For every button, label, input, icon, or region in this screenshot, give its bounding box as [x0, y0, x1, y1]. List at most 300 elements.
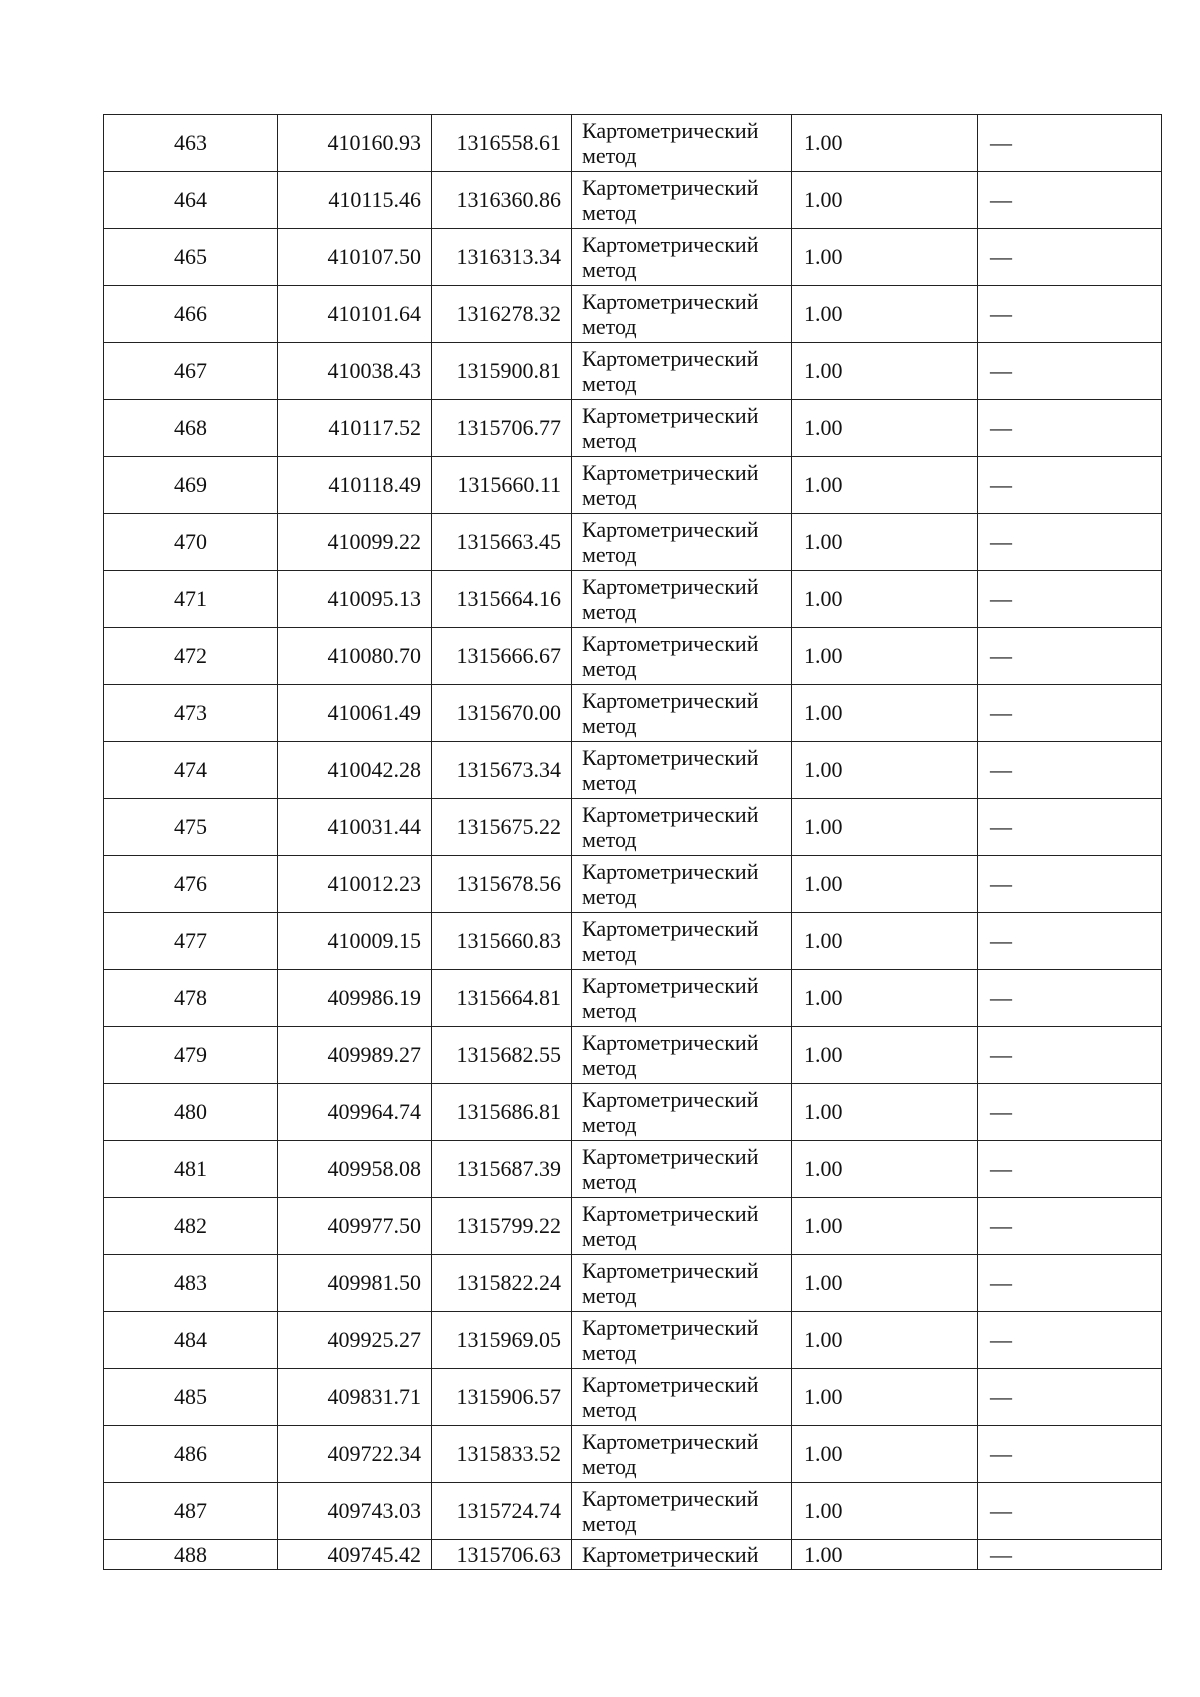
method-text-line2: метод — [582, 713, 637, 738]
method-cell — [572, 1141, 792, 1198]
method-text-line1: Картометрический — [582, 1485, 759, 1511]
point-number-cell — [104, 1312, 278, 1369]
y-coordinate: 1316558.61 — [456, 130, 561, 156]
method-cell — [572, 970, 792, 1027]
method-text-line2: метод — [582, 428, 637, 453]
method-text-line1: Картометрический — [582, 174, 759, 200]
x-coordinate-cell — [278, 286, 432, 343]
method-text-line2: метод — [582, 1226, 637, 1251]
point-number: 487 — [174, 1498, 207, 1524]
point-number: 472 — [174, 643, 207, 669]
accuracy-value: 1.00 — [804, 1156, 843, 1182]
accuracy-value: 1.00 — [804, 1099, 843, 1125]
method-cell — [572, 1483, 792, 1540]
x-coordinate: 409986.19 — [327, 985, 421, 1011]
method-text-line2: метод — [582, 371, 637, 396]
accuracy-cell — [792, 286, 978, 343]
description-cell — [978, 1369, 1162, 1426]
accuracy-cell — [792, 115, 978, 172]
accuracy-cell — [792, 1483, 978, 1540]
description-cell — [978, 1483, 1162, 1540]
x-coordinate-cell — [278, 685, 432, 742]
method-text-line1: Картометрический — [582, 402, 759, 428]
method-cell — [572, 1426, 792, 1483]
description-cell — [978, 799, 1162, 856]
point-number: 471 — [174, 586, 207, 612]
point-number: 484 — [174, 1327, 207, 1353]
x-coordinate-cell — [278, 1084, 432, 1141]
point-number: 465 — [174, 244, 207, 270]
table-row — [104, 1483, 1162, 1540]
table-row — [104, 115, 1162, 172]
point-number-cell — [104, 1369, 278, 1426]
accuracy-value: 1.00 — [804, 586, 843, 612]
point-number-cell — [104, 685, 278, 742]
point-number-cell — [104, 1483, 278, 1540]
method-text-line2: метод — [582, 314, 637, 339]
description-cell — [978, 1198, 1162, 1255]
accuracy-value: 1.00 — [804, 1441, 843, 1467]
y-coordinate: 1315687.39 — [456, 1156, 561, 1182]
x-coordinate-cell — [278, 1483, 432, 1540]
y-coordinate: 1315675.22 — [456, 814, 561, 840]
x-coordinate: 410061.49 — [327, 700, 421, 726]
method-text-line1: Картометрический — [582, 801, 759, 827]
description-value: — — [990, 472, 1012, 498]
x-coordinate-cell — [278, 1540, 432, 1570]
x-coordinate-cell — [278, 115, 432, 172]
point-number: 476 — [174, 871, 207, 897]
x-coordinate-cell — [278, 1141, 432, 1198]
table-row — [104, 1084, 1162, 1141]
accuracy-cell — [792, 1027, 978, 1084]
method-cell — [572, 115, 792, 172]
method-text-line1: Картометрический — [582, 1371, 759, 1397]
x-coordinate-cell — [278, 514, 432, 571]
y-coordinate: 1315678.56 — [456, 871, 561, 897]
method-text-line1: Картометрический — [582, 573, 759, 599]
method-text-line1: Картометрический — [582, 1143, 759, 1169]
point-number: 463 — [174, 130, 207, 156]
point-number-cell — [104, 628, 278, 685]
table-row — [104, 970, 1162, 1027]
description-value: — — [990, 643, 1012, 669]
method-text-line2: метод — [582, 257, 637, 282]
accuracy-value: 1.00 — [804, 244, 843, 270]
method-text-line1: Картометрический — [582, 1428, 759, 1454]
point-number-cell — [104, 970, 278, 1027]
method-text-line2: метод — [582, 827, 637, 852]
x-coordinate: 410101.64 — [327, 301, 421, 327]
y-coordinate-cell — [432, 400, 572, 457]
y-coordinate-cell — [432, 115, 572, 172]
description-value: — — [990, 187, 1012, 213]
description-cell — [978, 514, 1162, 571]
table-row — [104, 1255, 1162, 1312]
accuracy-value: 1.00 — [804, 871, 843, 897]
method-text-line1: Картометрический — [582, 915, 759, 941]
description-value: — — [990, 985, 1012, 1011]
y-coordinate-cell — [432, 1426, 572, 1483]
point-number: 467 — [174, 358, 207, 384]
method-cell — [572, 1540, 792, 1570]
y-coordinate-cell — [432, 742, 572, 799]
y-coordinate-cell — [432, 1369, 572, 1426]
x-coordinate: 409743.03 — [327, 1498, 421, 1524]
y-coordinate: 1315833.52 — [456, 1441, 561, 1467]
x-coordinate: 410012.23 — [327, 871, 421, 897]
method-text-line2: метод — [582, 1511, 637, 1536]
x-coordinate-cell — [278, 172, 432, 229]
y-coordinate: 1315724.74 — [456, 1498, 561, 1524]
y-coordinate-cell — [432, 343, 572, 400]
y-coordinate: 1315799.22 — [456, 1213, 561, 1239]
description-cell — [978, 1426, 1162, 1483]
accuracy-cell — [792, 514, 978, 571]
point-number-cell — [104, 1141, 278, 1198]
description-cell — [978, 571, 1162, 628]
accuracy-value: 1.00 — [804, 1270, 843, 1296]
description-value: — — [990, 1327, 1012, 1353]
accuracy-cell — [792, 1084, 978, 1141]
description-cell — [978, 1084, 1162, 1141]
table-row — [104, 571, 1162, 628]
point-number: 485 — [174, 1384, 207, 1410]
method-text-line1: Картометрический — [582, 972, 759, 998]
point-number-cell — [104, 1426, 278, 1483]
table-row — [104, 172, 1162, 229]
accuracy-cell — [792, 628, 978, 685]
accuracy-value: 1.00 — [804, 130, 843, 156]
description-cell — [978, 1027, 1162, 1084]
accuracy-cell — [792, 685, 978, 742]
y-coordinate: 1316360.86 — [456, 187, 561, 213]
method-text-line1: Картометрический — [582, 516, 759, 542]
point-number: 468 — [174, 415, 207, 441]
point-number: 469 — [174, 472, 207, 498]
method-text-line1: Картометрический — [582, 459, 759, 485]
x-coordinate: 409958.08 — [327, 1156, 421, 1182]
accuracy-value: 1.00 — [804, 358, 843, 384]
x-coordinate: 410099.22 — [327, 529, 421, 555]
description-cell — [978, 115, 1162, 172]
x-coordinate: 410009.15 — [327, 928, 421, 954]
point-number-cell — [104, 1027, 278, 1084]
y-coordinate-cell — [432, 799, 572, 856]
method-cell — [572, 742, 792, 799]
method-cell — [572, 1312, 792, 1369]
x-coordinate-cell — [278, 343, 432, 400]
table-row — [104, 1540, 1162, 1570]
y-coordinate-cell — [432, 1540, 572, 1570]
method-cell — [572, 1084, 792, 1141]
method-text-line1: Картометрический — [582, 630, 759, 656]
point-number-cell — [104, 1540, 278, 1570]
method-text-line2: метод — [582, 770, 637, 795]
description-cell — [978, 742, 1162, 799]
accuracy-value: 1.00 — [804, 1213, 843, 1239]
point-number: 486 — [174, 1441, 207, 1467]
y-coordinate: 1316313.34 — [456, 244, 561, 270]
description-value: — — [990, 586, 1012, 612]
method-cell — [572, 286, 792, 343]
method-text-line2: метод — [582, 1055, 637, 1080]
point-number: 481 — [174, 1156, 207, 1182]
description-value: — — [990, 700, 1012, 726]
accuracy-value: 1.00 — [804, 1542, 843, 1567]
method-text-line1: Картометрический — [582, 1086, 759, 1112]
y-coordinate-cell — [432, 1312, 572, 1369]
method-text-line2: метод — [582, 941, 637, 966]
accuracy-value: 1.00 — [804, 928, 843, 954]
method-text-line2: метод — [582, 1169, 637, 1194]
point-number: 466 — [174, 301, 207, 327]
accuracy-value: 1.00 — [804, 301, 843, 327]
x-coordinate: 410115.46 — [328, 187, 421, 213]
method-cell — [572, 1255, 792, 1312]
method-text-line1: Картометрический — [582, 345, 759, 371]
method-text-line2: метод — [582, 200, 637, 225]
table-row — [104, 457, 1162, 514]
description-value: — — [990, 1498, 1012, 1524]
accuracy-value: 1.00 — [804, 1384, 843, 1410]
x-coordinate: 410118.49 — [328, 472, 421, 498]
x-coordinate-cell — [278, 799, 432, 856]
point-number-cell — [104, 799, 278, 856]
x-coordinate: 409989.27 — [327, 1042, 421, 1068]
point-number-cell — [104, 343, 278, 400]
y-coordinate-cell — [432, 286, 572, 343]
description-value: — — [990, 871, 1012, 897]
method-text-line1: Картометрический — [582, 231, 759, 257]
accuracy-cell — [792, 1312, 978, 1369]
x-coordinate-cell — [278, 856, 432, 913]
method-text-line2: метод — [582, 143, 637, 168]
description-cell — [978, 913, 1162, 970]
x-coordinate-cell — [278, 1027, 432, 1084]
point-number-cell — [104, 115, 278, 172]
description-value: — — [990, 1042, 1012, 1068]
table-row — [104, 343, 1162, 400]
x-coordinate: 409722.34 — [327, 1441, 421, 1467]
accuracy-cell — [792, 457, 978, 514]
y-coordinate: 1315666.67 — [456, 643, 561, 669]
y-coordinate: 1315660.11 — [457, 472, 561, 498]
accuracy-value: 1.00 — [804, 643, 843, 669]
accuracy-cell — [792, 400, 978, 457]
method-text-line2: метод — [582, 998, 637, 1023]
y-coordinate: 1315969.05 — [456, 1327, 561, 1353]
description-value: — — [990, 1384, 1012, 1410]
method-cell — [572, 514, 792, 571]
point-number-cell — [104, 172, 278, 229]
coordinates-table — [103, 114, 1162, 1570]
description-cell — [978, 286, 1162, 343]
point-number: 477 — [174, 928, 207, 954]
accuracy-cell — [792, 1255, 978, 1312]
description-value: — — [990, 415, 1012, 441]
accuracy-value: 1.00 — [804, 1498, 843, 1524]
point-number-cell — [104, 457, 278, 514]
description-cell — [978, 172, 1162, 229]
y-coordinate-cell — [432, 514, 572, 571]
point-number: 479 — [174, 1042, 207, 1068]
accuracy-value: 1.00 — [804, 529, 843, 555]
accuracy-value: 1.00 — [804, 985, 843, 1011]
description-value: — — [990, 1213, 1012, 1239]
point-number: 483 — [174, 1270, 207, 1296]
point-number-cell — [104, 1084, 278, 1141]
y-coordinate: 1315663.45 — [456, 529, 561, 555]
table-row — [104, 229, 1162, 286]
y-coordinate-cell — [432, 1141, 572, 1198]
description-cell — [978, 628, 1162, 685]
accuracy-cell — [792, 343, 978, 400]
y-coordinate: 1315822.24 — [456, 1270, 561, 1296]
y-coordinate: 1315682.55 — [456, 1042, 561, 1068]
point-number: 488 — [174, 1542, 207, 1567]
method-text-line2: метод — [582, 485, 637, 510]
method-text-line2: метод — [582, 1340, 637, 1365]
method-text-line2: метод — [582, 884, 637, 909]
point-number-cell — [104, 742, 278, 799]
method-text-line2: метод — [582, 1283, 637, 1308]
description-cell — [978, 1141, 1162, 1198]
x-coordinate: 409977.50 — [327, 1213, 421, 1239]
accuracy-value: 1.00 — [804, 187, 843, 213]
accuracy-cell — [792, 1540, 978, 1570]
description-value: — — [990, 757, 1012, 783]
point-number-cell — [104, 856, 278, 913]
method-text-line2: метод — [582, 542, 637, 567]
description-value: — — [990, 1099, 1012, 1125]
point-number: 478 — [174, 985, 207, 1011]
y-coordinate: 1315664.16 — [456, 586, 561, 612]
method-text-line2: метод — [582, 1454, 637, 1479]
y-coordinate: 1315906.57 — [456, 1384, 561, 1410]
x-coordinate: 410080.70 — [327, 643, 421, 669]
accuracy-value: 1.00 — [804, 814, 843, 840]
method-cell — [572, 172, 792, 229]
point-number: 482 — [174, 1213, 207, 1239]
description-cell — [978, 970, 1162, 1027]
description-cell — [978, 685, 1162, 742]
table-row — [104, 1369, 1162, 1426]
point-number: 464 — [174, 187, 207, 213]
x-coordinate: 410031.44 — [327, 814, 421, 840]
method-text-line1: Картометрический — [582, 117, 759, 143]
table-row — [104, 742, 1162, 799]
x-coordinate-cell — [278, 457, 432, 514]
description-cell — [978, 229, 1162, 286]
accuracy-cell — [792, 1198, 978, 1255]
accuracy-value: 1.00 — [804, 415, 843, 441]
description-value: — — [990, 1156, 1012, 1182]
x-coordinate: 409925.27 — [327, 1327, 421, 1353]
x-coordinate-cell — [278, 913, 432, 970]
method-cell — [572, 913, 792, 970]
point-number: 470 — [174, 529, 207, 555]
point-number: 473 — [174, 700, 207, 726]
accuracy-cell — [792, 913, 978, 970]
method-cell — [572, 343, 792, 400]
y-coordinate: 1315706.77 — [456, 415, 561, 441]
description-value: — — [990, 1542, 1012, 1567]
y-coordinate-cell — [432, 1027, 572, 1084]
method-cell — [572, 799, 792, 856]
point-number-cell — [104, 400, 278, 457]
method-text-line1: Картометрический — [582, 744, 759, 770]
table-row — [104, 1027, 1162, 1084]
method-text-line1: Картометрический — [582, 1257, 759, 1283]
method-text-line1: Картометрический — [582, 858, 759, 884]
y-coordinate-cell — [432, 571, 572, 628]
method-text-line2: метод — [582, 599, 637, 624]
coordinates-table-body — [104, 115, 1162, 1570]
description-cell — [978, 1540, 1162, 1570]
table-row — [104, 286, 1162, 343]
y-coordinate-cell — [432, 172, 572, 229]
y-coordinate-cell — [432, 457, 572, 514]
description-cell — [978, 1255, 1162, 1312]
method-cell — [572, 229, 792, 286]
accuracy-value: 1.00 — [804, 1327, 843, 1353]
x-coordinate-cell — [278, 742, 432, 799]
method-text-line1: Картометрический — [582, 1314, 759, 1340]
y-coordinate-cell — [432, 229, 572, 286]
x-coordinate: 409964.74 — [327, 1099, 421, 1125]
x-coordinate: 409831.71 — [327, 1384, 421, 1410]
accuracy-value: 1.00 — [804, 1042, 843, 1068]
point-number-cell — [104, 286, 278, 343]
method-cell — [572, 1027, 792, 1084]
y-coordinate-cell — [432, 1084, 572, 1141]
y-coordinate: 1315670.00 — [456, 700, 561, 726]
x-coordinate-cell — [278, 970, 432, 1027]
x-coordinate: 410117.52 — [328, 415, 421, 441]
method-cell — [572, 457, 792, 514]
x-coordinate: 410042.28 — [327, 757, 421, 783]
method-text-line2: метод — [582, 1112, 637, 1137]
description-value: — — [990, 814, 1012, 840]
accuracy-cell — [792, 1426, 978, 1483]
method-text-line1: Картометрический — [582, 288, 759, 314]
y-coordinate-cell — [432, 628, 572, 685]
x-coordinate-cell — [278, 1426, 432, 1483]
x-coordinate-cell — [278, 628, 432, 685]
x-coordinate: 410160.93 — [327, 130, 421, 156]
description-value: — — [990, 1270, 1012, 1296]
point-number-cell — [104, 913, 278, 970]
point-number-cell — [104, 229, 278, 286]
y-coordinate-cell — [432, 970, 572, 1027]
x-coordinate-cell — [278, 1198, 432, 1255]
table-row — [104, 1198, 1162, 1255]
y-coordinate-cell — [432, 856, 572, 913]
point-number: 474 — [174, 757, 207, 783]
x-coordinate: 409745.42 — [327, 1542, 421, 1567]
point-number: 480 — [174, 1099, 207, 1125]
accuracy-cell — [792, 571, 978, 628]
table-row — [104, 628, 1162, 685]
description-cell — [978, 856, 1162, 913]
point-number-cell — [104, 1255, 278, 1312]
y-coordinate: 1315706.63 — [456, 1542, 561, 1567]
point-number-cell — [104, 514, 278, 571]
method-text-line1: Картометрический — [582, 1200, 759, 1226]
x-coordinate-cell — [278, 1255, 432, 1312]
y-coordinate-cell — [432, 913, 572, 970]
